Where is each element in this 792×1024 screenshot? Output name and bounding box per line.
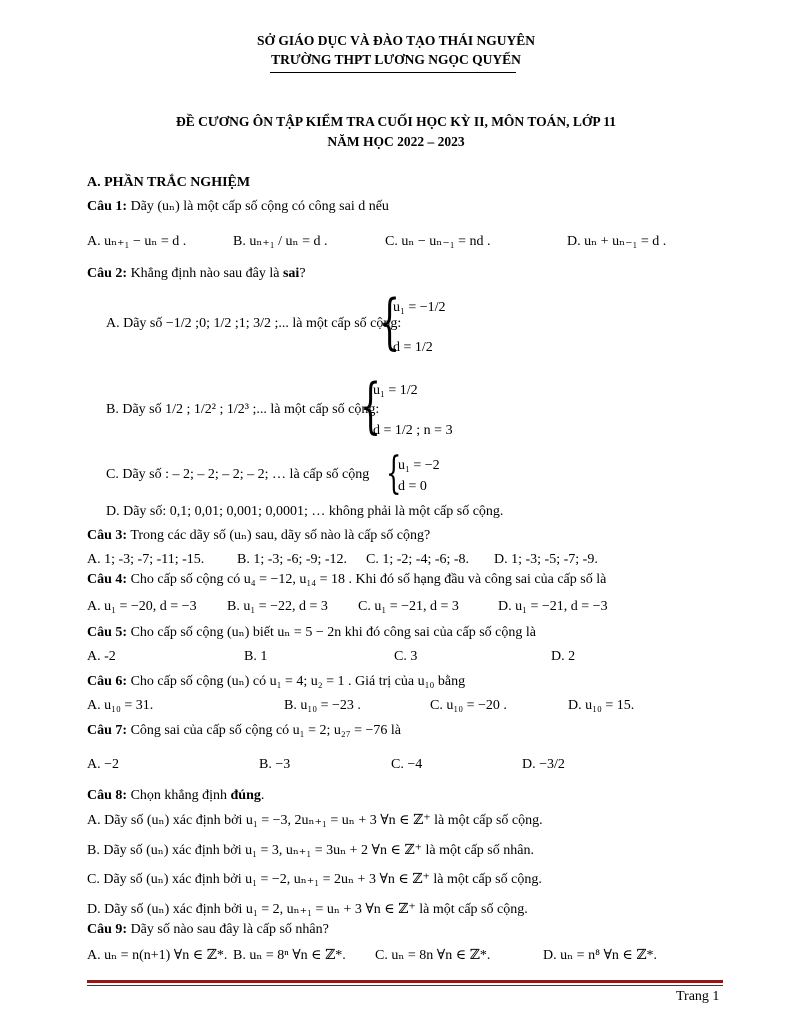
question-label: Câu 2: [87,266,128,281]
q5-option-c: C. 3 [394,649,418,664]
question-4 [87,572,606,588]
q3-option-d: D. 1; -3; -5; -7; -9. [494,552,598,567]
system-line: u₁ = −2 [398,458,440,473]
sequence: 1/2 ; 1/2² ; 1/2³ ;... [165,402,267,417]
q2-option-c: C. Dãy số : – 2; – 2; – 2; – 2; … là cấp số cộng [106,467,370,482]
system-line: d = 1/2 ; n = 3 [373,423,453,438]
q5-option-a: A. -2 [87,649,116,664]
option-suffix: là một cấp số cộng: [292,316,402,331]
q7-option-b: B. −3 [259,757,291,772]
question-label: Câu 1: [87,199,128,214]
header-underline [270,72,516,73]
question-2: Câu 2: Khẳng định nào sau đây là sai? [87,266,306,281]
footer-rule-thin [87,985,723,986]
emphasis-word: sai [282,266,300,281]
department-name: SỞ GIÁO DỤC VÀ ĐÀO TẠO THÁI NGUYÊN [257,33,535,48]
q8-option-a: A. Dãy số (uₙ) xác định bởi u₁ = −3, 2uₙ₊₁ = uₙ + 3 ∀n ∈ ℤ⁺ là một cấp số cộng. [87,813,543,828]
q6-option-d: D. u₁₀ = 15. [568,698,635,713]
q7-option-d: D. −3/2 [522,757,565,772]
q2-option-d: D. Dãy số: 0,1; 0,01; 0,001; 0,0001; … không phải là một cấp số cộng. [106,504,504,519]
brace-icon: { [379,287,401,357]
question-7 [87,723,401,739]
question-text: Công sai của cấp số cộng có u₁ = 2; u₂₇ = −76 là [130,723,402,738]
q5-option-b: B. 1 [244,649,268,664]
q9-option-c: C. uₙ = 8n ∀n ∈ ℤ*. [375,948,491,963]
q6-option-b: B. u₁₀ = −23 . [284,698,361,713]
q4-option-a: A. u₁ = −20, d = −3 [87,599,197,614]
question-3 [87,527,430,544]
question-text: Khẳng định nào sau đây là [130,266,280,281]
question-6 [87,673,465,690]
school-year: NĂM HỌC 2022 – 2023 [327,134,465,149]
q1-option-d: D. uₙ + uₙ₋₁ = d . [567,234,667,249]
q4-option-d: D. u₁ = −21, d = −3 [498,599,608,614]
q2-option-a [106,316,401,332]
q1-option-a: A. uₙ₊₁ − uₙ = d . [87,234,187,249]
brace-icon: { [386,448,402,499]
q6-option-a: A. u₁₀ = 31. [87,698,154,713]
question-label: Câu 6: [87,674,128,689]
school-name: TRƯỜNG THPT LƯƠNG NGỌC QUYẾN [271,52,521,67]
question-label: Câu 8: [87,788,128,803]
q1-option-b: B. uₙ₊₁ / uₙ = d . [233,234,328,249]
question-label: Câu 9: [87,922,128,937]
question-8: Câu 8: Chọn khẳng định đúng. [87,788,265,803]
question-1 [87,198,389,215]
question-text: Dãy số nào sau đây là cấp số nhân? [130,922,329,937]
page-number: Trang 1 [676,989,720,1004]
q5-option-d: D. 2 [551,649,576,664]
q3-option-b: B. 1; -3; -6; -9; -12. [237,552,348,567]
q8-option-c: C. Dãy số (uₙ) xác định bởi u₁ = −2, uₙ₊₁ = 2uₙ + 3 ∀n ∈ ℤ⁺ là một cấp số cộng. [87,872,542,887]
q6-option-c: C. u₁₀ = −20 . [430,698,507,713]
question-text: Cho cấp số cộng (uₙ) biết uₙ = 5 − 2n khi đó công sai của cấp số cộng là [130,625,536,640]
system-line: d = 1/2 [393,340,433,355]
q8-option-b: B. Dãy số (uₙ) xác định bởi u₁ = 3, uₙ₊₁ = 3uₙ + 2 ∀n ∈ ℤ⁺ là một cấp số nhân. [87,843,534,858]
q9-option-d: D. uₙ = n⁸ ∀n ∈ ℤ*. [543,948,657,963]
question-text: Cho cấp số cộng có u₄ = −12, u₁₄ = 18 . Khi đó số hạng đầu và công sai của cấp số là [130,572,607,587]
question-text: Trong các dãy số (uₙ) sau, dãy số nào là cấp số cộng? [130,528,431,543]
question-label: Câu 4: [87,572,128,587]
footer-rule [87,980,723,983]
section-heading: A. PHẦN TRẮC NGHIỆM [87,175,251,190]
option-prefix: A. Dãy số [106,316,163,331]
q7-option-c: C. −4 [391,757,423,772]
system-line: u₁ = 1/2 [373,383,418,398]
sequence: −1/2 ;0; 1/2 ;1; 3/2 ;... [165,316,289,331]
question-text: Chọn khẳng định [130,788,228,803]
option-suffix: là một cấp số cộng: [270,402,380,417]
system-line: d = 0 [398,479,427,494]
question-label: Câu 7: [87,723,128,738]
q9-option-b: B. uₙ = 8ⁿ ∀n ∈ ℤ*. [233,948,346,963]
question-5 [87,624,536,641]
q1-option-c: C. uₙ − uₙ₋₁ = nd . [385,234,491,249]
brace-icon: { [360,371,382,441]
q7-option-a: A. −2 [87,757,120,772]
q2-option-b [106,402,379,418]
question-text: Cho cấp số cộng (uₙ) có u₁ = 4; u₂ = 1 . Giá trị của u₁₀ bằng [130,674,466,689]
system-line: u₁ = −1/2 [393,300,446,315]
q4-option-b: B. u₁ = −22, d = 3 [227,599,328,614]
q4-option-c: C. u₁ = −21, d = 3 [358,599,459,614]
q3-option-a: A. 1; -3; -7; -11; -15. [87,552,205,567]
document-title: ĐỀ CƯƠNG ÔN TẬP KIỂM TRA CUỐI HỌC KỲ II, MÔN TOÁN, LỚP 11 [176,114,616,129]
q3-option-c: C. 1; -2; -4; -6; -8. [366,552,470,567]
emphasis-word: đúng [230,788,261,803]
q9-option-a: A. uₙ = n(n+1) ∀n ∈ ℤ*. [87,948,228,963]
option-prefix: B. Dãy số [106,402,162,417]
question-label: Câu 3: [87,528,128,543]
q8-option-d: D. Dãy số (uₙ) xác định bởi u₁ = 2, uₙ₊₁ = uₙ + 3 ∀n ∈ ℤ⁺ là một cấp số cộng. [87,902,528,917]
question-9 [87,922,329,938]
question-text: Dãy (uₙ) là một cấp số cộng có công sai d nếu [130,199,389,214]
question-label: Câu 5: [87,625,128,640]
